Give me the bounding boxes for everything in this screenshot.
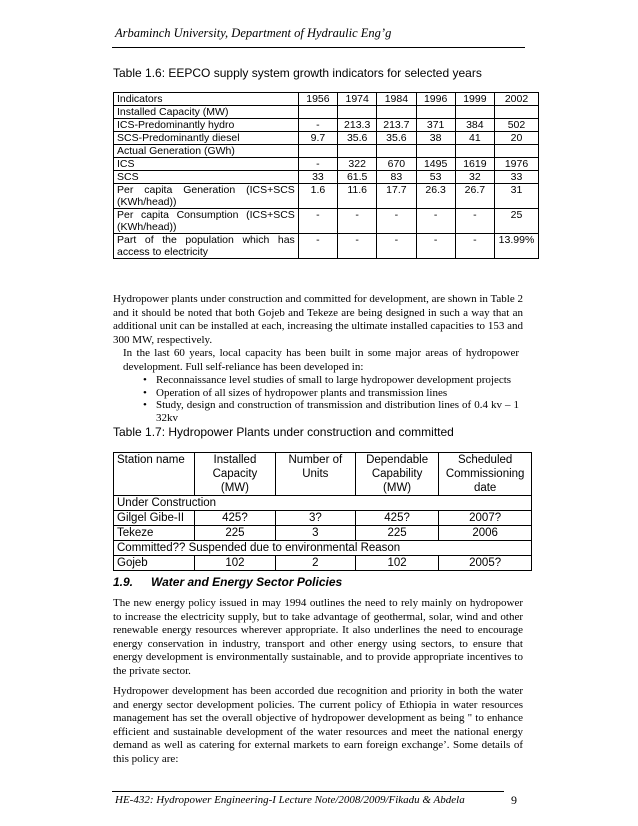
page-header: Arbaminch University, Department of Hydraulic Eng’g — [115, 26, 392, 40]
table-cell: 83 — [377, 171, 416, 184]
table-cell — [298, 145, 337, 158]
group-label: Under Construction — [114, 496, 532, 511]
station-name: Tekeze — [114, 526, 195, 541]
table-cell: 41 — [455, 132, 494, 145]
table-cell: 502 — [494, 119, 538, 132]
table-cell: 1495 — [416, 158, 455, 171]
table-cell: 225 — [195, 526, 276, 541]
table-cell: 3? — [275, 511, 355, 526]
table-cell: - — [416, 209, 455, 234]
table-1-7-caption: Table 1.7: Hydropower Plants under construction and committed — [113, 425, 454, 439]
section-number: 1.9. — [113, 575, 134, 589]
table-cell: 1.6 — [298, 184, 337, 209]
table-cell: 61.5 — [338, 171, 377, 184]
table-cell: 9.7 — [298, 132, 337, 145]
table-cell: - — [298, 234, 337, 259]
row-label: Part of the population which has access to electricity — [114, 234, 299, 259]
paragraph-plants-under-construction: Hydropower plants under construction and committed for development, are shown in Table 2 and it should be noted that both Gojeb and Tekeze are being designed in such a way that an additional unit can be installed at each, increasing the ultimate installed capacities to 153 and 300 MW, respectively. — [113, 293, 523, 346]
table-cell — [494, 145, 538, 158]
table-cell — [338, 145, 377, 158]
table-cell: 13.99% — [494, 234, 538, 259]
self-reliance-list — [143, 374, 519, 424]
page-footer: HE-432: Hydropower Engineering-I Lecture Note/2008/2009/Fikadu & Abdela — [115, 794, 465, 806]
column-header: Scheduled Commissioning date — [439, 453, 532, 496]
table-cell: 2007? — [439, 511, 532, 526]
table-row — [114, 511, 532, 526]
list-item: • Reconnaissance level studies of small to large hydropower development projects — [143, 374, 519, 387]
column-header: 1999 — [455, 93, 494, 106]
column-header: Indicators — [114, 93, 299, 106]
row-label: Installed Capacity (MW) — [114, 106, 299, 119]
column-header: Number of Units — [275, 453, 355, 496]
paragraph-local-capacity: In the last 60 years, local capacity has been built in some major areas of hydropower development. Full self-reliance has been developed in: — [123, 347, 519, 373]
table-cell: - — [338, 234, 377, 259]
table-cell: 425? — [355, 511, 438, 526]
table-row — [114, 184, 539, 209]
list-item: • Study, design and construction of transmission and distribution lines of 0.4 kv – 1 32kv — [143, 399, 519, 424]
table-cell: 2005? — [439, 556, 532, 571]
row-label: SCS-Predominantly diesel — [114, 132, 299, 145]
table-cell: 102 — [195, 556, 276, 571]
column-header: 1996 — [416, 93, 455, 106]
table-row — [114, 119, 539, 132]
table-group-row — [114, 541, 532, 556]
row-label: Actual Generation (GWh) — [114, 145, 299, 158]
row-label: SCS — [114, 171, 299, 184]
table-cell: - — [298, 158, 337, 171]
table-cell: 38 — [416, 132, 455, 145]
table-row — [114, 526, 532, 541]
column-header: Installed Capacity (MW) — [195, 453, 276, 496]
table-cell: - — [298, 209, 337, 234]
table-cell: 11.6 — [338, 184, 377, 209]
table-cell: 33 — [494, 171, 538, 184]
page-number: 9 — [511, 793, 517, 807]
table-cell — [338, 106, 377, 119]
table-cell: 213.7 — [377, 119, 416, 132]
table-cell — [455, 145, 494, 158]
table-1-6-caption: Table 1.6: EEPCO supply system growth indicators for selected years — [113, 66, 482, 80]
paragraph-energy-policy: The new energy policy issued in may 1994 outlines the need to rely mainly on hydropower to increase the electricity supply, but to take advantage of geothermal, solar, wind and other renewable energy resources wherever appropriate. It also underlines the need to encourage energy conservation in industry, transport and other energy using sectors, to ensure that energy development is environmentally sustainable, and to provide appropriate incentives to the private sector. — [113, 597, 523, 677]
section-title: Water and Energy Sector Policies — [151, 575, 343, 589]
column-header: 1974 — [338, 93, 377, 106]
table-row — [114, 158, 539, 171]
table-cell: 33 — [298, 171, 337, 184]
column-header: 1984 — [377, 93, 416, 106]
row-label: Per capita Consumption (ICS+SCS (KWh/head)) — [114, 209, 299, 234]
header-rule — [112, 47, 525, 48]
table-cell: 102 — [355, 556, 438, 571]
table-cell: 26.7 — [455, 184, 494, 209]
table-cell — [377, 145, 416, 158]
table-cell: 3 — [275, 526, 355, 541]
table-cell: 35.6 — [338, 132, 377, 145]
table-group-row — [114, 496, 532, 511]
table-cell: - — [377, 209, 416, 234]
table-cell: 1976 — [494, 158, 538, 171]
table-cell: 425? — [195, 511, 276, 526]
table-cell: - — [338, 209, 377, 234]
table-cell: 2006 — [439, 526, 532, 541]
section-heading — [113, 575, 342, 589]
table-cell: 17.7 — [377, 184, 416, 209]
table-cell: - — [455, 234, 494, 259]
footer-rule — [112, 791, 504, 792]
table-cell — [455, 106, 494, 119]
list-item: • Operation of all sizes of hydropower plants and transmission lines — [143, 387, 519, 400]
table-cell: 1619 — [455, 158, 494, 171]
table-cell: 53 — [416, 171, 455, 184]
column-header: Station name — [114, 453, 195, 496]
table-cell — [298, 106, 337, 119]
row-label: Per capita Generation (ICS+SCS (KWh/head)) — [114, 184, 299, 209]
table-cell: 25 — [494, 209, 538, 234]
table-cell: - — [416, 234, 455, 259]
table-cell: - — [377, 234, 416, 259]
column-header: Dependable Capability (MW) — [355, 453, 438, 496]
station-name: Gilgel Gibe-II — [114, 511, 195, 526]
table-cell — [416, 145, 455, 158]
table-cell: 213.3 — [338, 119, 377, 132]
table-cell: - — [298, 119, 337, 132]
table-cell: 384 — [455, 119, 494, 132]
column-header: 2002 — [494, 93, 538, 106]
table-cell: 2 — [275, 556, 355, 571]
column-header: 1956 — [298, 93, 337, 106]
table-cell: 670 — [377, 158, 416, 171]
station-name: Gojeb — [114, 556, 195, 571]
table-cell: 371 — [416, 119, 455, 132]
paragraph-hydropower-priority: Hydropower development has been accorded due recognition and priority in both the water and energy sector development policies. The current policy of Ethiopia in water resources management has set the overall objective of hydropower development as being " to enhance efficient and sustainable development of the water resources and meet the national energy demand as well as catering for external markets to earn foreign exchange’. Some details of this policy are: — [113, 685, 523, 765]
table-header-row — [114, 453, 532, 496]
table-row — [114, 234, 539, 259]
table-cell: 322 — [338, 158, 377, 171]
table-cell — [377, 106, 416, 119]
hydropower-plants-table — [113, 452, 532, 571]
table-cell: 225 — [355, 526, 438, 541]
table-cell: 35.6 — [377, 132, 416, 145]
table-row — [114, 171, 539, 184]
table-row — [114, 209, 539, 234]
table-cell: 32 — [455, 171, 494, 184]
table-cell: 26.3 — [416, 184, 455, 209]
table-row — [114, 106, 539, 119]
row-label: ICS — [114, 158, 299, 171]
row-label: ICS-Predominantly hydro — [114, 119, 299, 132]
table-cell — [494, 106, 538, 119]
table-cell — [416, 106, 455, 119]
table-header-row — [114, 93, 539, 106]
eepco-growth-table — [113, 92, 539, 259]
group-label: Committed?? Suspended due to environmental Reason — [114, 541, 532, 556]
table-row — [114, 132, 539, 145]
table-row — [114, 556, 532, 571]
table-row — [114, 145, 539, 158]
table-cell: 31 — [494, 184, 538, 209]
table-cell: 20 — [494, 132, 538, 145]
table-cell: - — [455, 209, 494, 234]
